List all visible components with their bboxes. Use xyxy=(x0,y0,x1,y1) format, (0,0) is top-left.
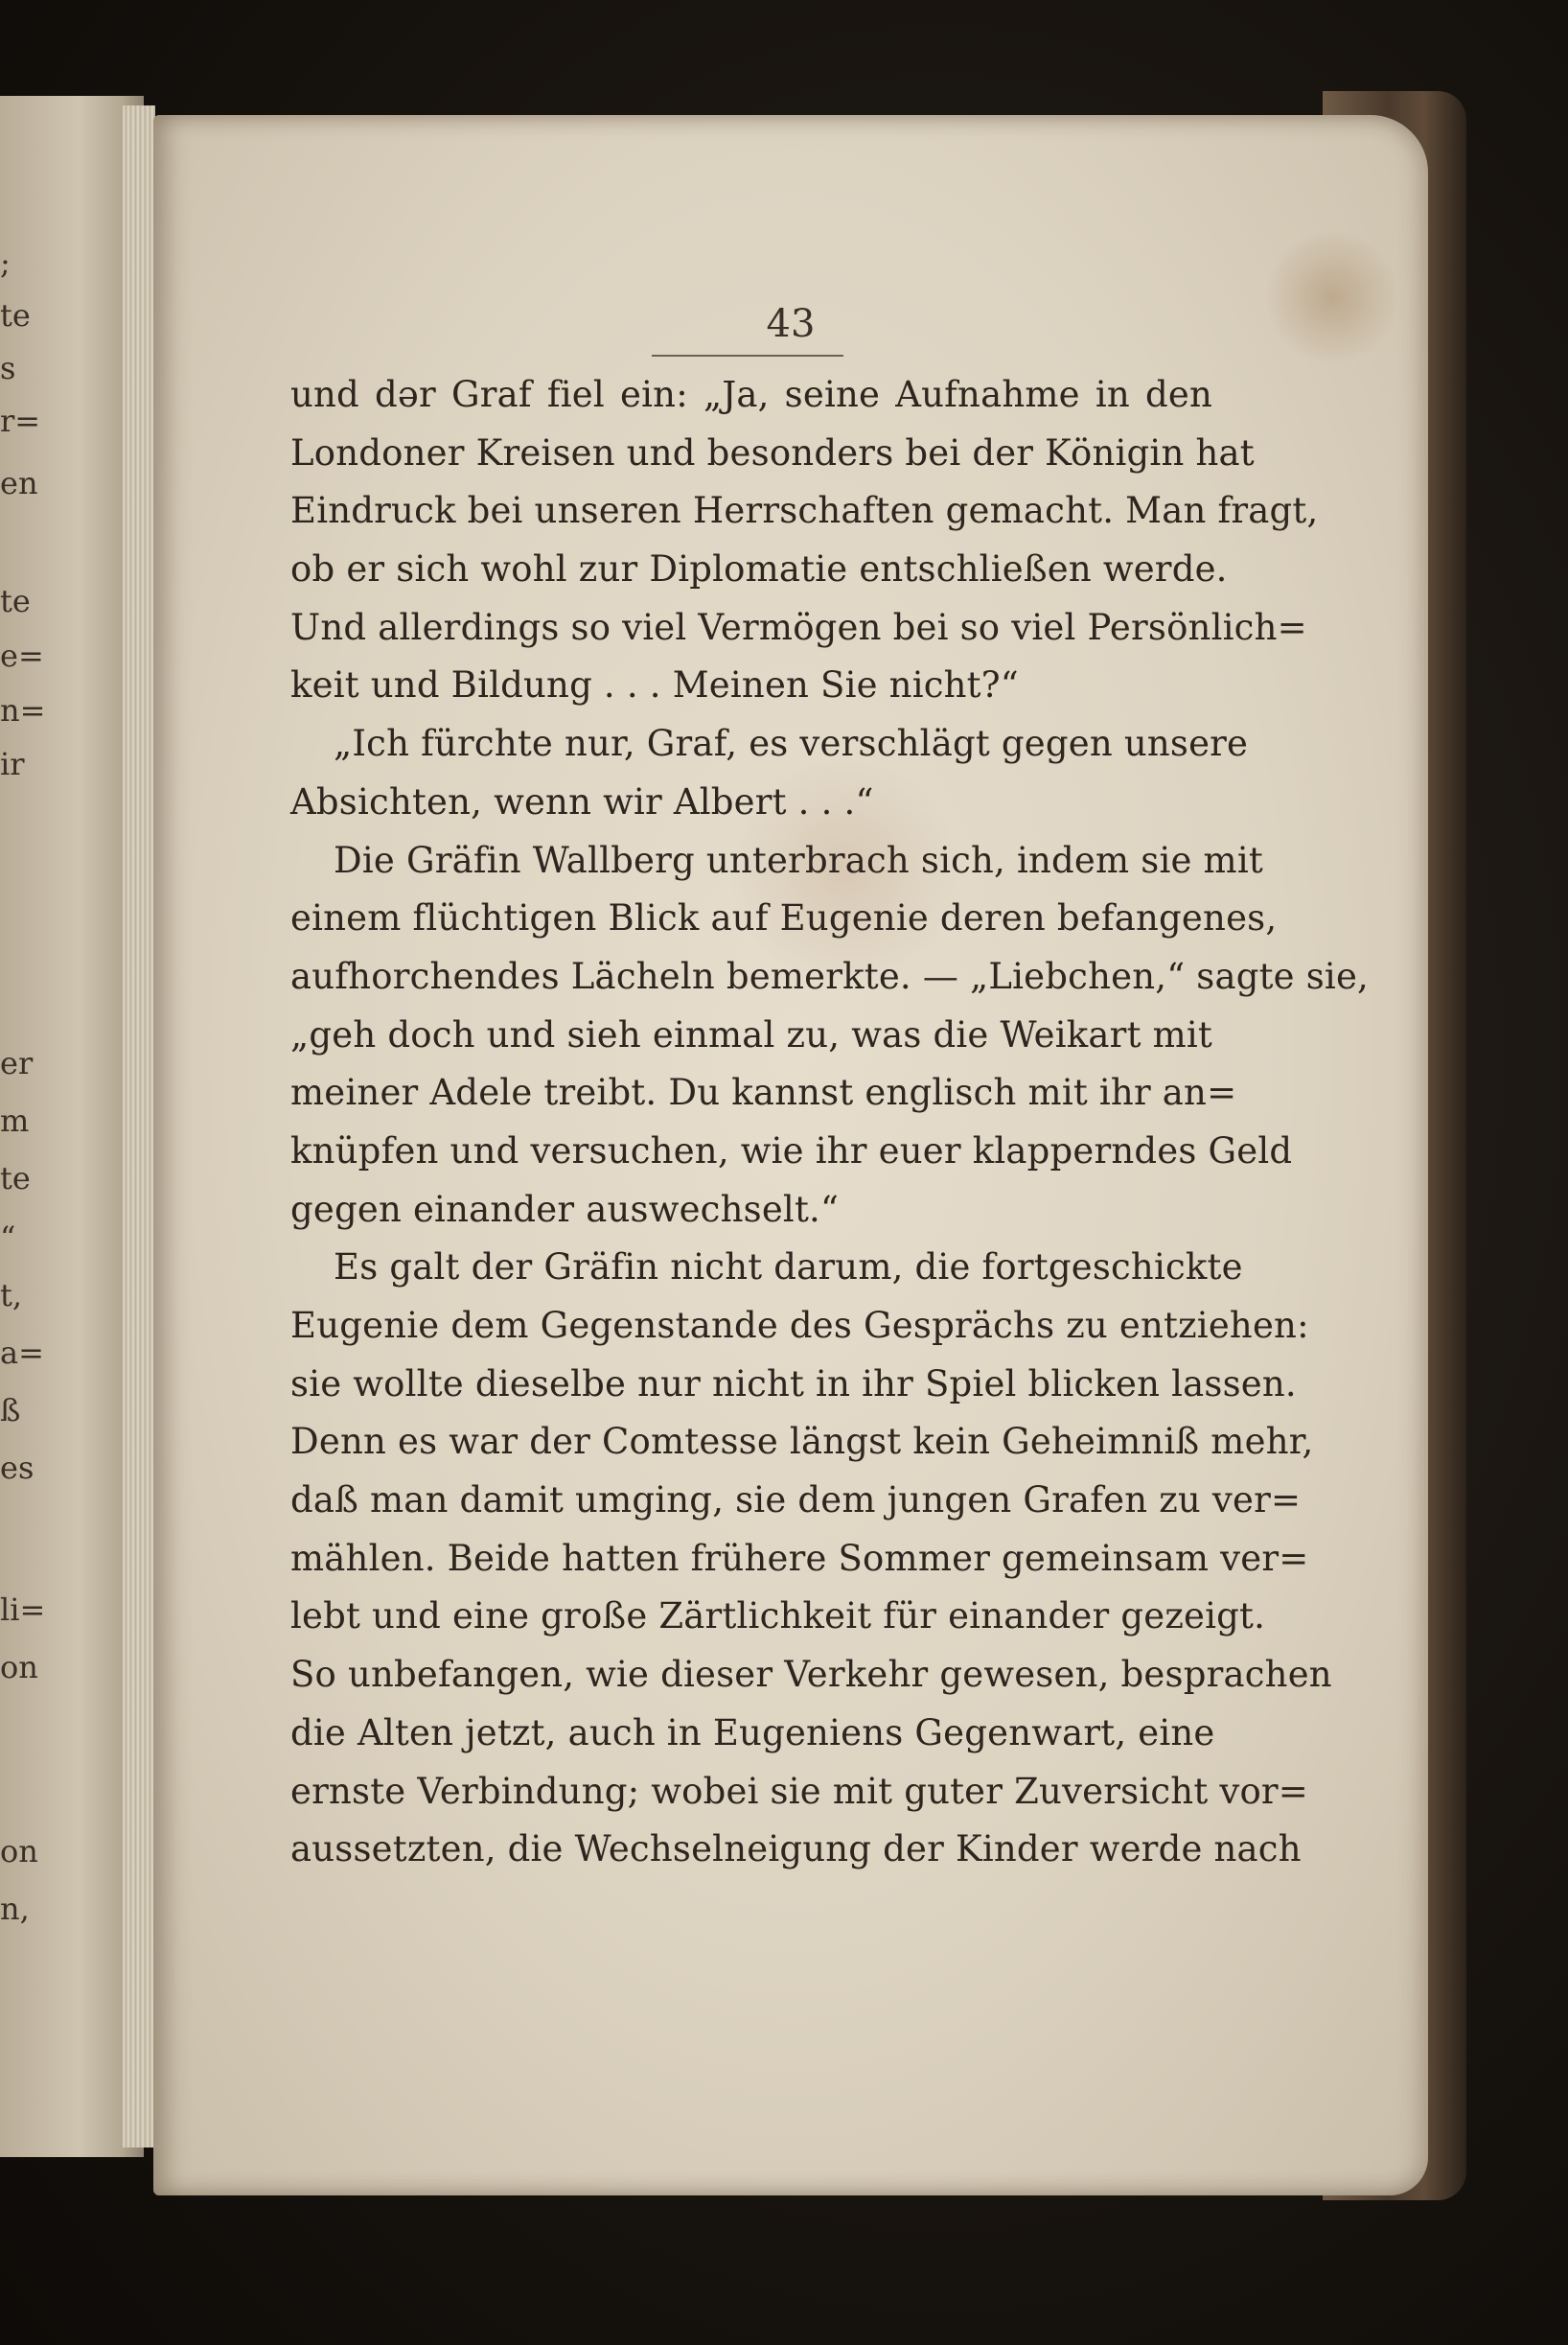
fragment: n= xyxy=(0,692,46,729)
text-line: und dər Graf fiel ein: „Ja, seine Aufnahme in den xyxy=(290,374,1212,415)
text-line: „geh doch und sieh einmal zu, was die Weikart mit xyxy=(290,1013,1212,1056)
text-line: knüpfen und versuchen, wie ihr euer klapperndes Geld xyxy=(290,1129,1293,1172)
text-line: „Ich fürchte nur, Graf, es verschlägt gegen unsere xyxy=(334,723,1249,765)
fragment: li= xyxy=(0,1591,46,1628)
text-line: ernste Verbindung; wobei sie mit guter Zuversicht vor= xyxy=(290,1770,1309,1812)
fragment: m xyxy=(0,1103,30,1139)
text-line: ob er sich wohl zur Diplomatie entschließen werde. xyxy=(290,548,1228,591)
text-line: Denn es war der Comtesse längst kein Geheimniß mehr, xyxy=(290,1421,1314,1463)
fragment: on xyxy=(0,1833,38,1869)
previous-page-text-fragments xyxy=(0,0,46,2345)
fragment: ir xyxy=(0,746,25,782)
text-line: So unbefangen, wie dieser Verkehr gewesen, besprachen xyxy=(290,1654,1332,1696)
text-line: Und allerdings so viel Vermögen bei so viel Persönlich= xyxy=(290,606,1307,648)
page-number: 43 xyxy=(766,302,816,346)
fragment: te xyxy=(0,297,31,334)
fragment: a= xyxy=(0,1335,44,1371)
fragment: te xyxy=(0,1160,31,1196)
fragment: en xyxy=(0,465,38,501)
text-line: aufhorchendes Lächeln bemerkte. — „Liebchen,“ sagte sie, xyxy=(290,955,1370,997)
text-line: Eugenie dem Gegenstande des Gesprächs zu entziehen: xyxy=(290,1305,1309,1346)
body-text xyxy=(290,366,1370,1879)
fragment: er xyxy=(0,1045,34,1081)
text-line: sie wollte dieselbe nur nicht in ihr Spiel blicken lassen. xyxy=(290,1362,1297,1405)
fragment: e= xyxy=(0,638,44,674)
text-line: gegen einander auswechselt.“ xyxy=(290,1188,840,1230)
fragment: n, xyxy=(0,1891,30,1927)
text-line: mählen. Beide hatten frühere Sommer gemeinsam ver= xyxy=(290,1537,1309,1579)
fragment: “ xyxy=(0,1219,16,1256)
text-line: Absichten, wenn wir Albert . . .“ xyxy=(290,780,874,823)
fragment: es xyxy=(0,1450,35,1486)
text-line: einem flüchtigen Blick auf Eugenie deren befangenes, xyxy=(290,897,1278,940)
fragment: ß xyxy=(0,1392,21,1428)
fragment: ; xyxy=(0,244,11,281)
text-line: lebt und eine große Zärtlichkeit für einander gezeigt. xyxy=(290,1595,1266,1637)
text-line: Es galt der Gräfin nicht darum, die fortgeschickte xyxy=(334,1246,1243,1289)
fragment: t, xyxy=(0,1277,23,1313)
page-number-rule xyxy=(652,355,843,357)
text-line: Die Gräfin Wallberg unterbrach sich, indem sie mit xyxy=(334,839,1263,881)
text-line: keit und Bildung . . . Meinen Sie nicht?“ xyxy=(290,664,1019,707)
page-stack-edge xyxy=(123,105,155,2148)
text-line: daß man damit umging, sie dem jungen Grafen zu ver= xyxy=(290,1479,1302,1521)
fragment: r= xyxy=(0,403,41,439)
text-line: Eindruck bei unseren Herrschaften gemacht. Man fragt, xyxy=(290,490,1319,532)
fragment: te xyxy=(0,583,31,619)
text-line: meiner Adele treibt. Du kannst englisch mit ihr an= xyxy=(290,1072,1237,1114)
text-line: Londoner Kreisen und besonders bei der Königin hat xyxy=(290,431,1255,474)
text-line: die Alten jetzt, auch in Eugeniens Gegenwart, eine xyxy=(290,1711,1215,1753)
fragment: on xyxy=(0,1649,38,1685)
book-page xyxy=(153,115,1428,2195)
text-line: aussetzten, die Wechselneigung der Kinder werde nach xyxy=(290,1828,1302,1870)
fragment: s xyxy=(0,350,16,386)
